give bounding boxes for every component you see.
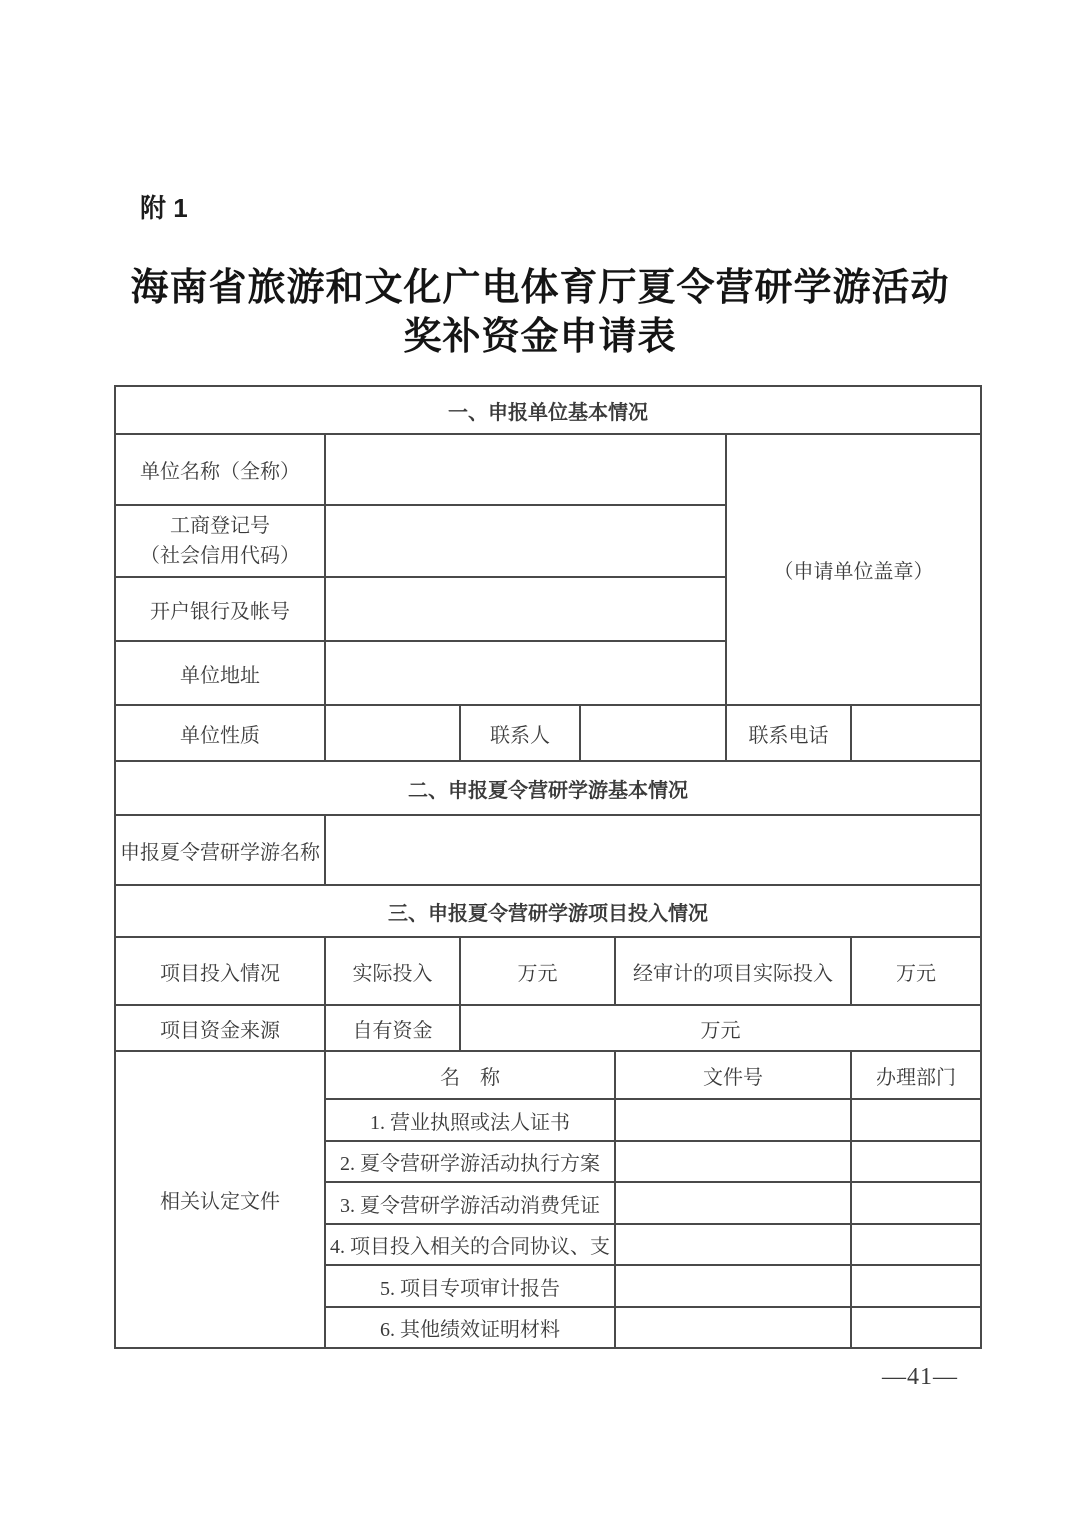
doc-item-2-fileno-cell [615, 1141, 851, 1182]
unit-nature-value-cell [325, 705, 460, 761]
camp-name-value-cell [325, 815, 981, 885]
doc-item-3-label: 3. 夏令营研学游活动消费凭证 [325, 1182, 615, 1224]
doc-item-6-dept-cell [851, 1307, 981, 1348]
unit-name-label: 单位名称（全称） [115, 434, 325, 505]
doc-item-2-dept-cell [851, 1141, 981, 1182]
registration-number-label-line1: 工商登记号 [170, 515, 270, 537]
attachment-label: 附 1 [140, 193, 188, 223]
doc-item-5-dept-cell [851, 1265, 981, 1307]
unit-name-value-cell [325, 434, 726, 505]
registration-number-value-cell [325, 505, 726, 577]
own-funds-unit: 万元 [460, 1005, 981, 1051]
actual-investment-unit: 万元 [460, 937, 615, 1005]
stamp-note: （申请单位盖章） [726, 434, 981, 705]
table-row [115, 1005, 981, 1051]
camp-name-label: 申报夏令营研学游名称 [115, 815, 325, 885]
section2-header: 二、申报夏令营研学游基本情况 [115, 761, 981, 815]
section1-header: 一、申报单位基本情况 [115, 386, 981, 434]
doc-item-4-dept-cell [851, 1224, 981, 1265]
unit-nature-label: 单位性质 [115, 705, 325, 761]
table-row [115, 434, 981, 505]
contact-phone-label: 联系电话 [726, 705, 851, 761]
doc-item-4-label: 4. 项目投入相关的合同协议、支 [325, 1224, 615, 1265]
bank-account-label: 开户银行及帐号 [115, 577, 325, 641]
related-documents-label: 相关认定文件 [115, 1051, 325, 1348]
bank-account-value-cell [325, 577, 726, 641]
contact-person-value-cell [580, 705, 726, 761]
audited-investment-label: 经审计的项目实际投入 [615, 937, 851, 1005]
registration-number-label-line2: （社会信用代码） [140, 545, 300, 567]
project-investment-label: 项目投入情况 [115, 937, 325, 1005]
doc-item-1-dept-cell [851, 1099, 981, 1141]
doc-item-1-fileno-cell [615, 1099, 851, 1141]
document-title [60, 264, 1020, 362]
contact-person-label: 联系人 [460, 705, 580, 761]
section3-header: 三、申报夏令营研学游项目投入情况 [115, 885, 981, 937]
doc-item-6-label: 6. 其他绩效证明材料 [325, 1307, 615, 1348]
own-funds-label: 自有资金 [325, 1005, 460, 1051]
unit-address-label: 单位地址 [115, 641, 325, 705]
doc-item-5-fileno-cell [615, 1265, 851, 1307]
doc-item-4-fileno-cell [615, 1224, 851, 1265]
table-row [115, 761, 981, 815]
application-form-table [114, 385, 982, 1349]
table-row [115, 885, 981, 937]
table-row [115, 815, 981, 885]
doc-item-6-fileno-cell [615, 1307, 851, 1348]
doc-column-name-header: 名 称 [325, 1051, 615, 1099]
doc-column-fileno-header: 文件号 [615, 1051, 851, 1099]
actual-investment-label: 实际投入 [325, 937, 460, 1005]
doc-item-2-label: 2. 夏令营研学游活动执行方案 [325, 1141, 615, 1182]
document-title-line2: 奖补资金申请表 [403, 316, 677, 358]
unit-address-value-cell [325, 641, 726, 705]
audited-investment-unit: 万元 [851, 937, 981, 1005]
page-number: —41— [882, 1364, 958, 1390]
contact-phone-value-cell [851, 705, 981, 761]
doc-item-5-label: 5. 项目专项审计报告 [325, 1265, 615, 1307]
doc-item-3-dept-cell [851, 1182, 981, 1224]
doc-column-dept-header: 办理部门 [851, 1051, 981, 1099]
table-row [115, 1051, 981, 1099]
document-title-line1: 海南省旅游和文化广电体育厅夏令营研学游活动 [130, 267, 950, 309]
doc-item-3-fileno-cell [615, 1182, 851, 1224]
doc-item-1-label: 1. 营业执照或法人证书 [325, 1099, 615, 1141]
funding-source-label: 项目资金来源 [115, 1005, 325, 1051]
table-row [115, 705, 981, 761]
registration-number-label [115, 505, 325, 577]
table-row [115, 937, 981, 1005]
table-row [115, 386, 981, 434]
